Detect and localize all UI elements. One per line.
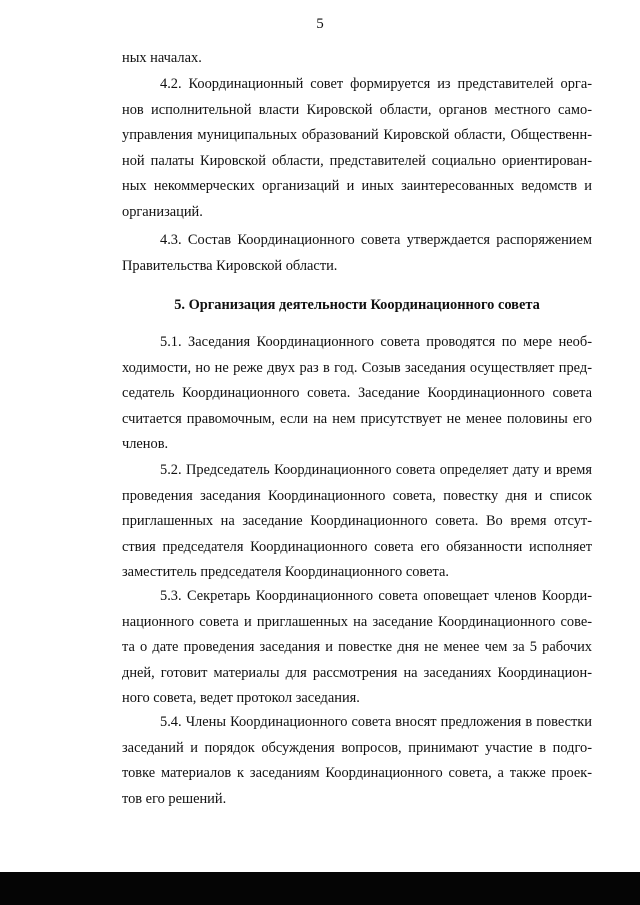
paragraph-line: заместитель председателя Координационного совета. xyxy=(122,564,449,580)
paragraph-line: заседаний и порядок обсуждения вопросов, принимают участие в подго- xyxy=(122,739,592,756)
paragraph-line: 5.1. Заседания Координационного совета проводятся по мере необ- xyxy=(160,334,592,350)
paragraph-line: проведения заседания Координационного совета, повестку дня и список xyxy=(122,487,592,504)
paragraph-line: та о дате проведения заседания и повестке дня не менее чем за 5 рабочих xyxy=(122,639,592,655)
paragraph-continuation xyxy=(122,46,592,72)
paragraph-line: ходимости, но не реже двух раз в год. Созыв заседания осуществляет пред- xyxy=(122,359,592,376)
paragraph-line: ного совета, ведет протокол заседания. xyxy=(122,690,360,706)
paragraph-line: 4.2. Координационный совет формируется из представителей орга- xyxy=(160,76,592,92)
paragraph-line: ной палаты Кировской области, представителей социально ориентирован- xyxy=(122,152,592,169)
paragraph-4-2 xyxy=(122,72,592,225)
paragraph-line: управления муниципальных образований Кировской области, Общественн- xyxy=(122,127,592,143)
paragraph-4-3 xyxy=(122,228,592,279)
paragraph-line: седатель Координационного совета. Заседание Координационного совета xyxy=(122,385,592,401)
paragraph-line: считается правомочным, если на нем присутствует не менее половины его xyxy=(122,410,592,427)
paragraph-line: Правительства Кировской области. xyxy=(122,257,338,274)
paragraph-line: национного совета и приглашенных на заседание Координационного сове- xyxy=(122,613,592,630)
paragraph-line: приглашенных на заседание Координационного совета. Во время отсут- xyxy=(122,513,592,529)
paragraph-5-3 xyxy=(122,584,592,712)
paragraph-line: организаций. xyxy=(122,203,203,220)
paragraph-line: ствия председателя Координационного совета его обязанности исполняет xyxy=(122,538,592,555)
paragraph-line: 4.3. Состав Координационного совета утверждается распоряжением xyxy=(160,232,592,248)
paragraph-line: членов. xyxy=(122,436,169,452)
paragraph-line: 5.2. Председатель Координационного совета определяет дату и время xyxy=(160,462,592,478)
paragraph-line: ных некоммерческих организаций и иных заинтересованных ведомств и xyxy=(122,178,592,194)
section-heading: 5. Организация деятельности Координационного совета xyxy=(174,297,540,313)
paragraph-line: товке материалов к заседаниям Координационного совета, а также проек- xyxy=(122,765,592,781)
page-number: 5 xyxy=(316,16,324,32)
paragraph-line: 5.3. Секретарь Координационного совета оповещает членов Коорди- xyxy=(160,588,592,604)
paragraph-line: ных началах. xyxy=(122,50,202,66)
paragraph-5-4 xyxy=(122,710,592,812)
paragraph-line: тов его решений. xyxy=(122,790,227,807)
paragraph-line: дней, готовит материалы для рассмотрения на заседаниях Координацион- xyxy=(122,664,592,681)
paragraph-line: 5.4. Члены Координационного совета вносят предложения в повестки xyxy=(160,714,592,730)
scan-edge-bar xyxy=(0,872,640,905)
paragraph-5-1 xyxy=(122,330,592,458)
paragraph-5-2 xyxy=(122,458,592,586)
paragraph-line: нов исполнительной власти Кировской области, органов местного само- xyxy=(122,101,592,118)
